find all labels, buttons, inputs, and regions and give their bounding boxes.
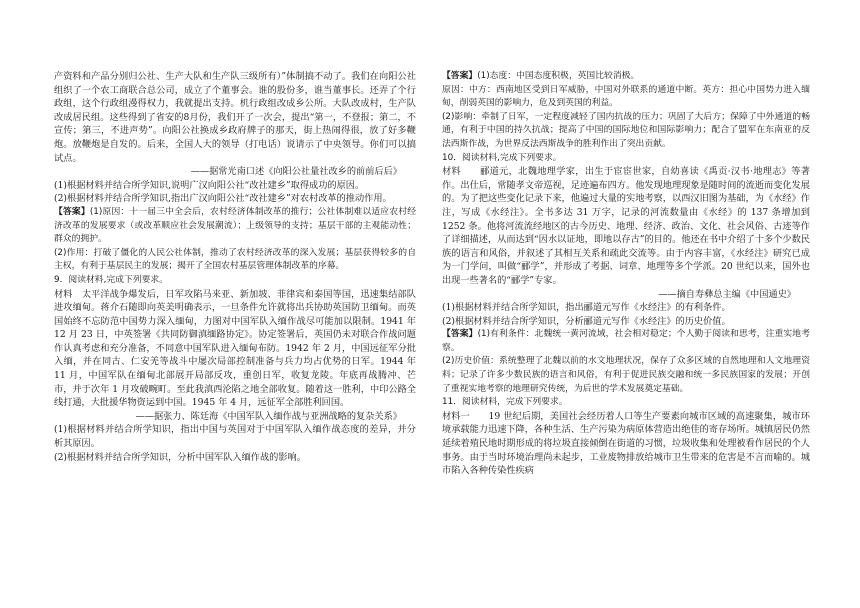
right-column [442, 70, 810, 478]
answer-tag: 【答案】 [54, 206, 90, 217]
passage-11-text: 材料一 19 世纪后期，美国社会经历着人口等生产要素向城市区域的高速聚集，城市环境承载能力迅速下降，各种生活、生产污染为病原体营造出绝佳的寄存场所。城镇居民仍然延续着殖民地时期形成的将垃圾直接倾倒在街道的习惯，垃圾收集和处理被看作居民的个人事务。由于当时环境治理尚未起步，工业废物排放给城市卫生带来的危害是不言而喻的。城市陷入各种传染性疾病 [442, 410, 810, 477]
question-9-heading: 9．阅读材料,完成下列要求。 [54, 274, 168, 285]
question-11-heading: 11．阅读材料，完成下列要求。 [442, 397, 568, 408]
question-10-heading: 10．阅读材料,完成下列要求。 [442, 152, 562, 163]
question-8-1: (1)根据材料并结合所学知识,说明广汉向阳公社“改社建乡”取得成功的原因。 [54, 179, 365, 191]
question-8-2: (2)根据材料并结合所学知识,指出广汉向阳公社“改社建乡”对农村改革的推动作用。 [54, 193, 392, 205]
answer-text: (1)有利条件：北魏统一黄河流域，社会相对稳定；个人勤于阅读和思考，注重实地考察。 [442, 329, 810, 353]
answer-9-2: (2)影响：牵制了日军，一定程度减轻了国内抗战的压力；巩固了大后方；保障了中外通道的畅通，有利于中国的持久抗战；提高了中国的国际地位和国际影响力；配合了盟军在东南亚的反法西斯作战，为世界反法西斯战争的胜利作出了突出贡献。 [442, 111, 810, 149]
answer-8-2: (2)作用：打破了僵化的人民公社体制，推动了农村经济改革的深入发展；基层获得较多的自主权，有利于基层民主的发展；揭开了全国农村基层管理体制改革的序幕。 [54, 247, 416, 272]
answer-9-1-reason: 原因：中方：西南地区受到日军威胁，中国对外联系的通道中断。英方：担心中国势力进入缅甸，削弱英国的影响力，危及到英国的利益。 [442, 84, 810, 109]
question-10-2: (2)根据材料并结合所学知识，分析郦道元写作《水经注》的历史价值。 [442, 315, 731, 327]
answer-tag: 【答案】 [442, 71, 478, 81]
answer-text: (1)原因：十一届三中全会后，农村经济体制改革的推行；公社体制难以适应农村经济改革的发展要求（或改革顺应社会发展潮流）；上级领导的支持；基层干部的主观能动性；群众的拥护。 [54, 206, 416, 245]
source-citation: ——据常光南口述《向阳公社量社改乡的前前后后》 [190, 166, 402, 178]
answer-10-1 [442, 328, 810, 355]
question-9-1: (1)根据材料并结合所学知识，指出中国与英国对于中国军队入缅作战态度的差异，并分析其原因。 [54, 424, 416, 450]
answer-text: (1)态度：中国态度积极，英国比较消极。 [477, 71, 640, 81]
source-citation: ——摘自寿彝总主编《中国通史》 [658, 288, 796, 300]
answer-tag: 【答案】 [442, 329, 478, 340]
answer-9-1 [442, 70, 810, 84]
left-column [54, 70, 416, 464]
passage-9-text: 材料 太平洋战争爆发后，日军攻陷马来亚、新加坡、菲律宾和泰国等国，迅速集结部队进攻缅甸。蒋介石随即向英美明确表示，一旦条件允许就将出兵协助英国防卫缅甸。而英国始终不忘防范中国势力深入缅甸，力图对中国军队入缅作战尽可能加以限制。1941 年 12 月 23 日，中英签署《共同防御滇缅路协定》。协定签署后，英国仍未对联合作战问题作认真考虑和充分准备，不同意中国军队进入缅甸布防。1942 年 2 月，中国远征军分批入缅，并在同古、仁安羌等战斗中屡次局部控制准备与兵力均占优势的日军。1944 年 11 月，中国军队在缅甸北部展开局部反攻，重创日军，收复龙陵。年底再战腾冲、芒市，并于次年 1 月攻破畹町。至此我滇西沦陷之地全部收复。随着这一胜利，中印公路全线打通，大批援华物资运到中国。1945 年 4 月，远征军全部胜利回国。 [54, 288, 416, 409]
passage-8-text: 产资料和产品分别归公社、生产大队和生产队三级所有）”体制搞不动了。我们在向阳公社组织了一个农工商联合总公司，成立了个董事会。谁的股份多，谁当董事长。还弄了个行政组，这个行政组漫得权力，我就提出支持。机行政组改成乡公所。大队改成村，生产队改成居民组。这些得到了省安的8月份，我们开了一次会，提出“第一，不登报；第二，不宣传；第三，不进声势”。向阳公社换成乡政府牌子的那天，街上热闹得很，放了好多鞭炮。放鞭炮是自发的。后来，全国人大的领导（打电话）说请示了中央领导。你们可以搞试点。 [54, 71, 416, 164]
answer-10-2: (2)历史价值：系统整理了北魏以前的水文地理状况，保存了众多区域的自然地理和人文地理资料；记录了许多少数民族的语言和风俗，有利于促进民族交融和统一多民族国家的发展；开创了重视实地考察的地理研究传统，为后世的学术发展奠定基础。 [442, 356, 810, 394]
source-citation: ——据张力、陈廷海《中国军队入缅作战与亚洲战略的复杂关系》 [135, 410, 402, 422]
question-9-2: (2)根据材料并结合所学知识，分析中国军队入缅作战的影响。 [54, 451, 306, 463]
question-10-1: (1)根据材料并结合所学知识，指出郦道元写作《水经注》的有利条件。 [442, 302, 731, 314]
passage-10-text: 材料 郦道元，北魏地理学家，出生于宦宦世家，自幼喜读《禹贡·汉书·地理志》等著作。出仕后，常随孝文帝巡视，足迹遍布四方。他发现地理现象是随时间的流逝而变化发展的。为了把这些变化记录下来，他遍过大量的实地考察，以西汉旧图为基础，为《水经》作注，写成《水经注》。全书多达 31 万字，记录的河流数量由《水经》的 137 条增加到 1252 条。他将河流流经地区的古今历史、地理、经济、政治、文化、社会风俗、古迹等作了详细描述，从而达到“因水以证地，即地以存古”的目的。他还在书中介绍了十多个少数民族的语言和风俗，并叙述了其相互关系和疏此交流等。由于内容丰富，《水经注》研究已成为一门学问，叫做“郦学”，并形成了考据、词章、地理等多个学派。20 世纪以来，国外也出现一些著名的“郦学”专家。 [442, 166, 810, 286]
answer-8-1 [54, 206, 416, 247]
